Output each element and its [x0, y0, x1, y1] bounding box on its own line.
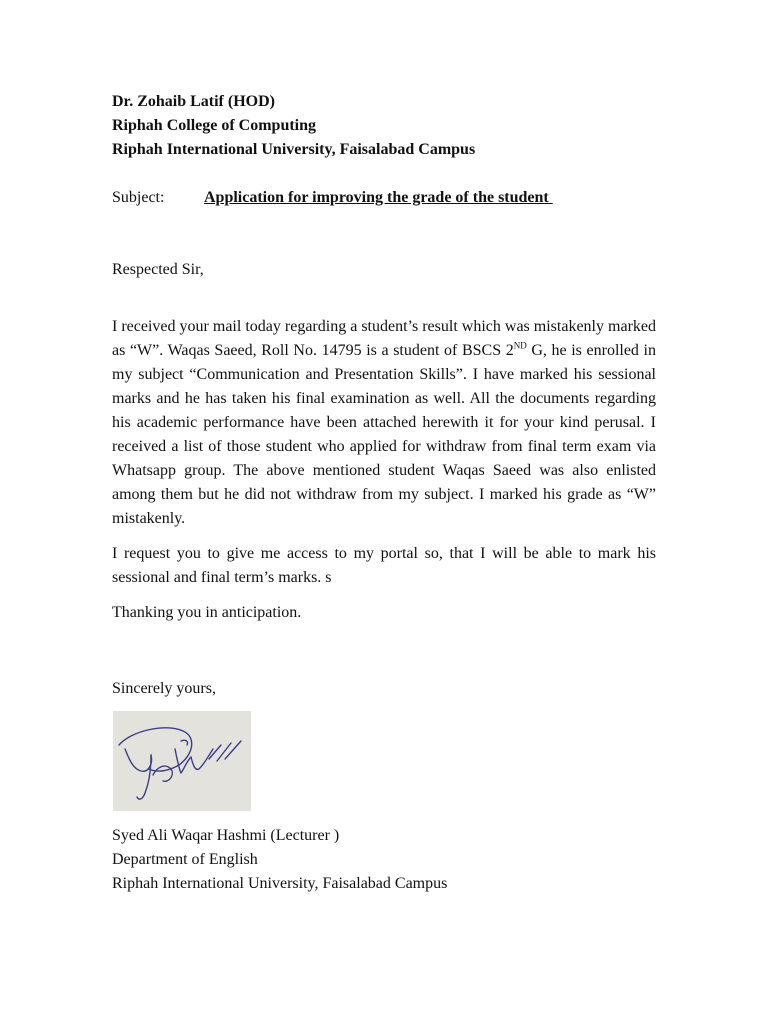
- ordinal-superscript: ND: [513, 340, 527, 351]
- closing: Sincerely yours,: [112, 680, 216, 697]
- recipient-name: Dr. Zohaib Latif (HOD): [112, 93, 275, 110]
- salutation: Respected Sir,: [112, 261, 204, 278]
- body-paragraph-1-rest: G, he is enrolled in my subject “Communication and Presentation Skills”. I have marked his sessional marks and he has taken his final examination as well. All the documents regarding his academic performance have been attached herewith it for your kind perusal. I received a list of those student who applied for withdraw from final term exam via Whatsapp group. The above mentioned student Waqas Saeed was also enlisted among them but he did not withdraw from my subject. I marked his grade as “W” mistakenly.: [112, 342, 656, 527]
- signature-image: [113, 711, 251, 811]
- sender-university: Riphah International University, Faisalabad Campus: [112, 875, 448, 892]
- body-paragraph-1-start: I received your mail today regarding a student’s result which was mistakenly marked as “W”. Waqas Saeed, Roll No. 14795 is a student of BSCS 2: [112, 318, 656, 359]
- subject-text: Application for improving the grade of the student: [204, 189, 553, 206]
- body-paragraph-1: [112, 315, 656, 531]
- body-paragraph-3: Thanking you in anticipation.: [112, 604, 302, 621]
- body-paragraph-2: I request you to give me access to my portal so, that I will be able to mark his sessional and final term’s marks. s: [112, 545, 656, 586]
- signature-scribble: [113, 711, 251, 811]
- subject-label: Subject:: [112, 189, 165, 206]
- sender-name: Syed Ali Waqar Hashmi (Lecturer ): [112, 827, 340, 844]
- sender-department: Department of English: [112, 851, 258, 868]
- recipient-university: Riphah International University, Faisalabad Campus: [112, 141, 476, 158]
- recipient-college: Riphah College of Computing: [112, 117, 317, 134]
